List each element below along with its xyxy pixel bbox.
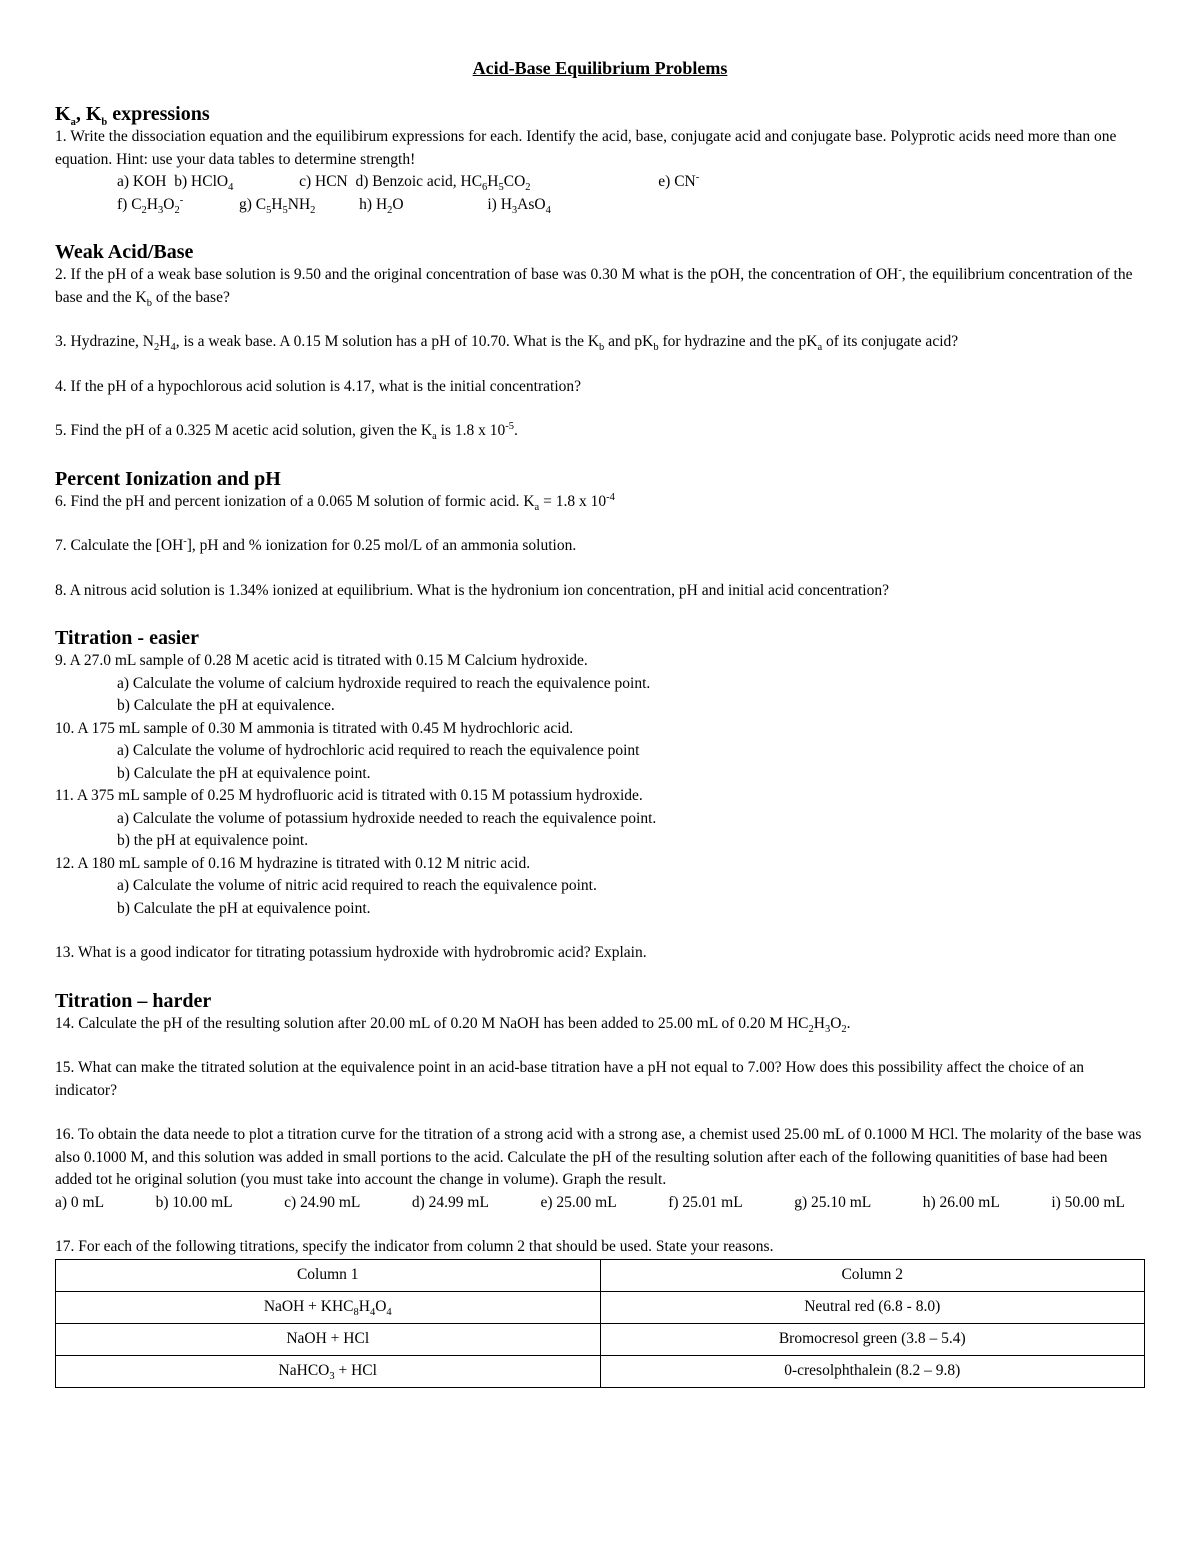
question-2: 2. If the pH of a weak base solution is 9.50 and the original concentration of base was 0.30 M what is the pOH, the concentration of OH-, the equilibrium concentration of the base and the $K_b$ of the base? [55, 264, 1133, 309]
question-6: 6. Find the pH and percent ionization of a 0.065 M solution of formic acid. $K_a = 1.8$ x $10^{-4}$ [55, 491, 615, 513]
q16-option: b) 10.00 mL [155, 1193, 233, 1211]
table-header-cell: Column 1 [56, 1259, 601, 1291]
question-12a: a) Calculate the volume of nitric acid required to reach the equivalence point. [117, 877, 597, 894]
question-1-items-row2: f) $C_2H_3O_2^-$ g) $C_5H_5NH_2$ h) $H_2O$ i) $H_3AsO_4$ [117, 194, 551, 216]
section-heading-titration-harder: Titration – harder [55, 989, 212, 1012]
table-cell: Bromocresol green (3.8 – 5.4) [600, 1323, 1145, 1355]
question-16-options [55, 1192, 1145, 1215]
question-9a: a) Calculate the volume of calcium hydroxide required to reach the equivalence point. [117, 674, 651, 692]
question-10: 10. A 175 mL sample of 0.30 M ammonia is titrated with 0.45 M hydrochloric acid. [55, 719, 574, 737]
table-header-row [56, 1259, 1145, 1291]
section-heading-ka-kb: $K_a$, $K_b$ expressions [55, 103, 210, 128]
question-14: 14. Calculate the pH of the resulting solution after 20.00 mL of 0.20 M NaOH has been added to 25.00 mL of 0.20 M $HC_2H_3O_2$. [55, 1014, 851, 1035]
q16-option: a) 0 mL [55, 1193, 105, 1211]
table-cell: NaOH + HCl [56, 1323, 601, 1355]
question-1-items-row1: a) KOH b) HClO$_4$ c) HCN d) Benzoic acid, $HC_6H_5CO_2$ e) CN- [117, 171, 700, 194]
question-16: 16. To obtain the data neede to plot a titration curve for the titration of a strong acid with a strong ase, a chemist used 25.00 mL of 0.1000 M HCl. The molarity of the base was also 0.1000 M, and this solution was added in small portions to the acid. Calculate the pH of the resulting solution after each of the following quanitities of base had been added tot he original solution (you must take into account the change in volume). Graph the result. [55, 1126, 1142, 1188]
question-13: 13. What is a good indicator for titrating potassium hydroxide with hydrobromic acid? Explain. [55, 944, 647, 961]
question-11a: a) Calculate the volume of potassium hydroxide needed to reach the equivalence point. [117, 809, 657, 827]
q16-option: c) 24.90 mL [284, 1193, 361, 1211]
question-10a: a) Calculate the volume of hydrochloric acid required to reach the equivalence point [117, 742, 640, 759]
section-heading-percent: Percent Ionization and pH [55, 467, 281, 490]
table-cell: Neutral red (6.8 - 8.0) [600, 1291, 1145, 1323]
q16-option: f) 25.01 mL [668, 1193, 743, 1211]
q16-option: e) 25.00 mL [540, 1193, 617, 1211]
table-row [56, 1323, 1145, 1355]
question-8: 8. A nitrous acid solution is 1.34% ionized at equilibrium. What is the hydronium ion concentration, pH and initial acid concentration? [55, 581, 889, 599]
q16-option: i) 50.00 mL [1051, 1193, 1125, 1211]
question-12b: b) Calculate the pH at equivalence point. [117, 899, 371, 917]
question-15: 15. What can make the titrated solution at the equivalence point in an acid-base titration have a pH not equal to 7.00? How does this possibility affect the choice of an indicator? [55, 1059, 1085, 1099]
table-cell: NaHCO$_3$ + HCl [56, 1355, 601, 1387]
question-11: 11. A 375 mL sample of 0.25 M hydrofluoric acid is titrated with 0.15 M potassium hydroxide. [55, 787, 643, 804]
section-heading-titration-easier: Titration - easier [55, 627, 200, 649]
q16-option: h) 26.00 mL [922, 1193, 1000, 1211]
question-11b: b) the pH at equivalence point. [117, 832, 309, 849]
question-5: 5. Find the pH of a 0.325 M acetic acid solution, given the $K_a$ is 1.8 x $10^{-5}$. [55, 420, 518, 443]
question-10b: b) Calculate the pH at equivalence point. [117, 764, 371, 782]
page-title: Acid-Base Equilibrium Problems [472, 58, 728, 78]
question-3: 3. Hydrazine, $N_2H_4$, is a weak base. A 0.15 M solution has a pH of 10.70. What is the $K_b$ and $pK_b$ for hydrazine and the $pK_a$ of its conjugate acid? [55, 333, 959, 354]
table-header-cell: Column 2 [600, 1259, 1145, 1291]
table-row [56, 1355, 1145, 1387]
section-heading-weak: Weak Acid/Base [55, 241, 194, 263]
question-12: 12. A 180 mL sample of 0.16 M hydrazine is titrated with 0.12 M nitric acid. [55, 854, 531, 872]
table-row [56, 1291, 1145, 1323]
worksheet-page [55, 58, 1145, 1388]
table-cell: NaOH + $KHC_8H_4O_4$ [56, 1291, 601, 1323]
table-cell: 0-cresolphthalein (8.2 – 9.8) [600, 1355, 1145, 1387]
indicator-table [55, 1259, 1145, 1388]
q16-option: g) 25.10 mL [794, 1193, 872, 1211]
question-4: 4. If the pH of a hypochlorous acid solution is 4.17, what is the initial concentration? [55, 377, 582, 395]
question-1: 1. Write the dissociation equation and the equilibirum expressions for each. Identify the acid, base, conjugate acid and conjugate base. Polyprotic acids need more than one equation. Hint: use your data tables to determine strength! [55, 128, 1117, 168]
q16-option: d) 24.99 mL [411, 1193, 489, 1211]
question-7: 7. Calculate the [OH-], pH and % ionization for 0.25 mol/L of an ammonia solution. [55, 535, 577, 554]
question-9b: b) Calculate the pH at equivalence. [117, 697, 335, 714]
question-9: 9. A 27.0 mL sample of 0.28 M acetic acid is titrated with 0.15 M Calcium hydroxide. [55, 652, 588, 669]
question-17: 17. For each of the following titrations, specify the indicator from column 2 that should be used. State your reasons. [55, 1238, 774, 1255]
